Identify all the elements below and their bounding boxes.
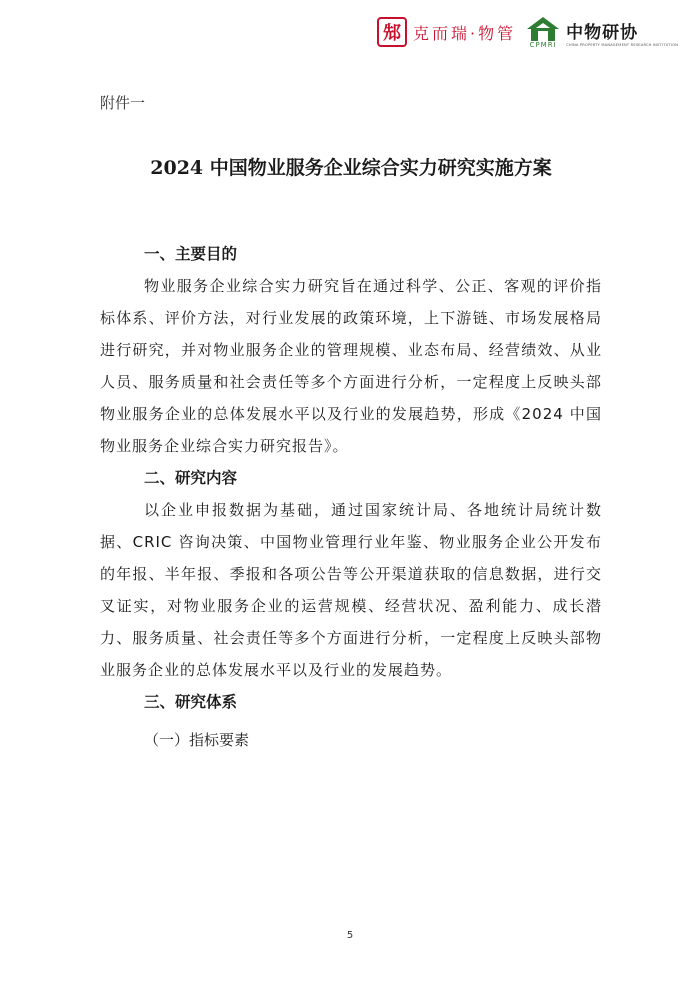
attachment-label: 附件一 — [100, 94, 146, 112]
header-logos — [377, 14, 678, 50]
cpmri-logo — [526, 16, 678, 49]
cpmri-english-name: CHINA PROPERTY MANAGEMENT RESEARCH INSTITUTION — [566, 42, 678, 47]
section-heading-purpose: 一、主要目的 — [144, 245, 238, 263]
cpmri-words — [566, 18, 678, 47]
subsection-heading-indicators: （一）指标要素 — [144, 731, 250, 749]
section-paragraph-purpose: 物业服务企业综合实力研究旨在通过科学、公正、客观的评价指标体系、评价方法，对行业发展的政策环境，上下游链、市场发展格局进行研究，并对物业服务企业的管理规模、业态布局、经营绩效、从业人员、服务质量和社会责任等多个方面进行分析，一定程度上反映头部物业服务企业的总体发展水平以及行业的发展趋势，形成《2024 中国物业服务企业综合实力研究报告》。 — [100, 277, 602, 455]
section-heading-content: 二、研究内容 — [144, 469, 238, 487]
cpmri-abbr: CPMRI — [529, 40, 557, 49]
kerui-logo — [377, 17, 516, 47]
kerui-logo-text: 克而瑞·物管 — [413, 23, 517, 43]
section-paragraph-content: 以企业申报数据为基础，通过国家统计局、各地统计局统计数据、CRIC 咨询决策、中国物业管理行业年鉴、物业服务企业公开发布的年报、半年报、季报和各项公告等公开渠道获取的信息数据，进行交叉证实，对物业服务企业的运营规模、经营状况、盈利能力、成长潜力、服务质量、社会责任等多个方面进行分析，一定程度上反映头部物业服务企业的总体发展水平以及行业的发展趋势。 — [100, 501, 602, 679]
cpmri-house-icon — [526, 16, 560, 42]
document-title: 2024 中国物业服务企业综合实力研究实施方案 — [150, 157, 552, 179]
cpmri-mark — [526, 16, 560, 49]
page-number: 5 — [346, 930, 354, 941]
kerui-seal-icon: 䢾 — [377, 17, 407, 47]
section-heading-system: 三、研究体系 — [144, 693, 238, 711]
cpmri-name: 中物研协 — [566, 22, 639, 43]
document-content — [100, 92, 602, 756]
